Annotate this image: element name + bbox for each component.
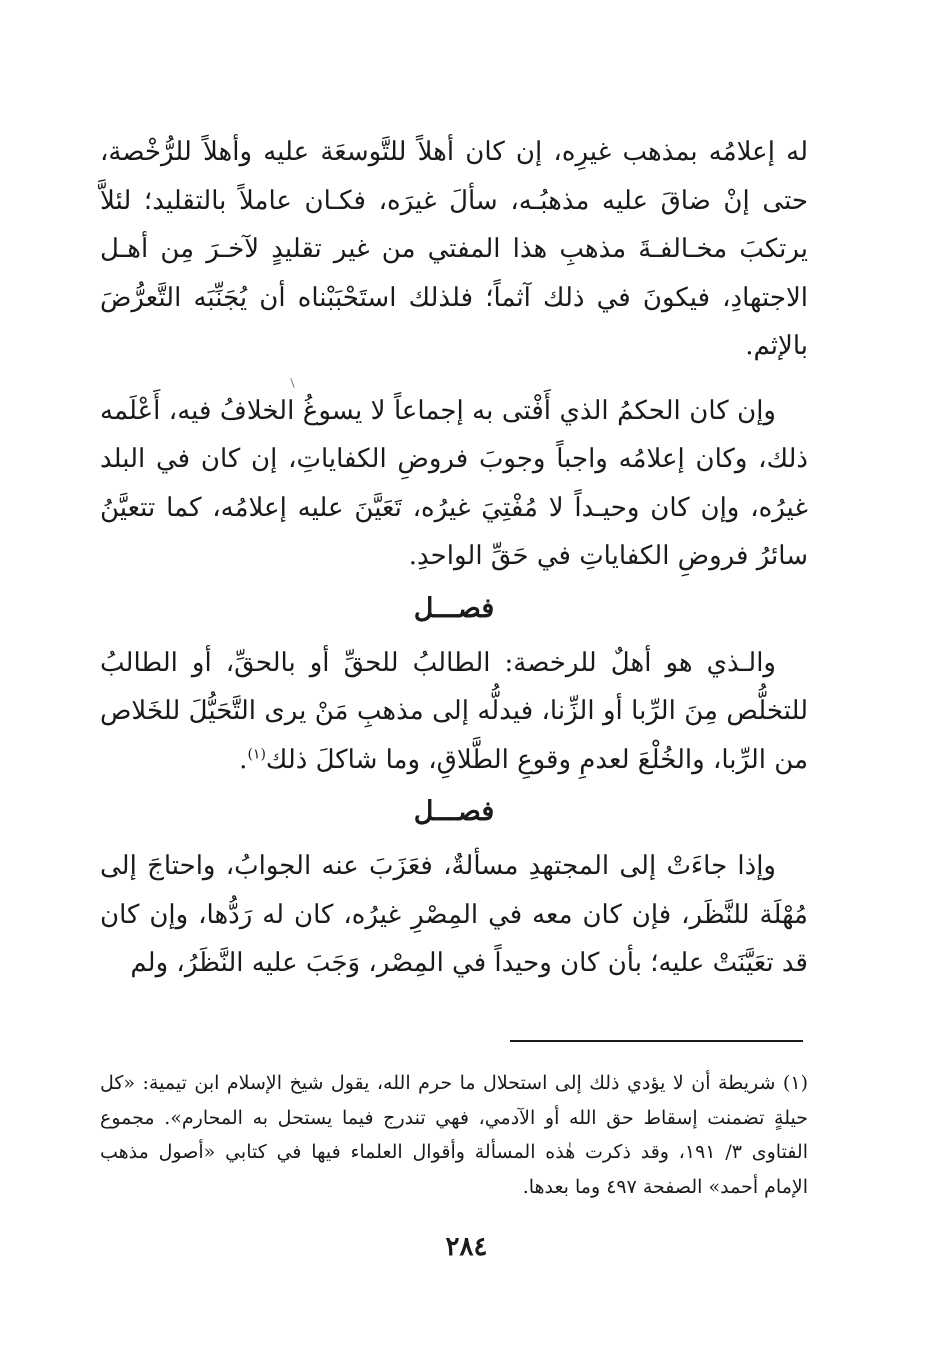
paragraph-3-text: والـذي هو أهلٌ للرخصة: الطالبُ للحقِّ أو بالحقِّ، أو الطالبُ للتخلُّص مِنَ الرِّبا أو الزِّنا، فيدلُّه إلى مذهبِ مَنْ يرى التَّحَيُّلَ للخَلاص من الرِّبا، والخُلْعَ لعدمِ وقوعِ الطَّلاقِ، وما شاكلَ ذلك xyxy=(100,647,808,775)
footnote-reference: (١) xyxy=(247,745,266,762)
footnotes xyxy=(100,1066,808,1204)
paragraph-2: وإن كان الحكمُ الذي أَفْتى به إجماعاً لا يسوغُ الخلافُ فيه، أَعْلَمه ذلك، وكان إعلامُه واجباً وجوبَ فروضِ الكفاياتِ، إن كان في البلد غيرُه، وإن كان وحيـداً لا مُفْتِيَ غيرُه، تَعَيَّنَ عليه إعلامُه، كما تتعيَّنُ سائرُ فروضِ الكفاياتِ في حَقِّ الواحدِ. xyxy=(100,395,808,571)
paragraph-gap xyxy=(100,371,808,387)
paragraph-4: وإذا جاءَتْ إلى المجتهدِ مسألةٌ، فعَزَبَ عنه الجوابُ، واحتاجَ إلى مُهْلَة للنَّظَر، فإن كان معه في المِصْرِ غيرُه، كان له رَدُّها، وإن كان قد تعَيَّنَتْ عليه؛ بأن كان وحيداً في المِصْر، وَجَبَ عليه النَّظَرُ، ولم xyxy=(100,851,808,978)
footnote-separator xyxy=(510,1040,803,1042)
section-heading-1: فصـــل xyxy=(413,592,495,624)
page-number: ٢٨٤ xyxy=(445,1232,488,1262)
paragraph-1: له إعلامُه بمذهب غيرِه، إن كان أهلاً للتَّوسعَة عليه وأهلاً للرُّخْصة، حتى إنْ ضاقَ عليه مذهبُـه، سألَ غيرَه، فكـان عاملاً بالتقليد؛ لئلاَّ يرتكبَ مخـالفـةَ مذهبِ هذا المفتي من غير تقليدٍ لآخـرَ مِن أهـل الاجتهادِ، فيكونَ في ذلك آثماً؛ فلذلك استَحْبَبْناه أن يُجَنِّبَه التَّعرُّضَ بالإثم. xyxy=(100,137,808,361)
footnote-1: (١) شريطة أن لا يؤدي ذلك إلى استحلال ما حرم الله، يقول شيخ الإسلام ابن تيمية: «كل حيلةٍ تضمنت إسقاط حق الله أو الآدمي، فهي تندرج فيما يستحل به المحارم». مجموع الفتاوى ٣/ ١٩١، وقد ذكرت هٰذه المسألة وأقوال العلماء فيها في كتابي «أصول مذهب الإمام أحمد» الصفحة ٤٩٧ وما بعدها. xyxy=(100,1072,808,1198)
main-text xyxy=(100,128,808,988)
paragraph-3 xyxy=(100,639,808,785)
paragraph-3-end: . xyxy=(239,744,248,775)
section-heading-2: فصـــل xyxy=(413,796,495,827)
